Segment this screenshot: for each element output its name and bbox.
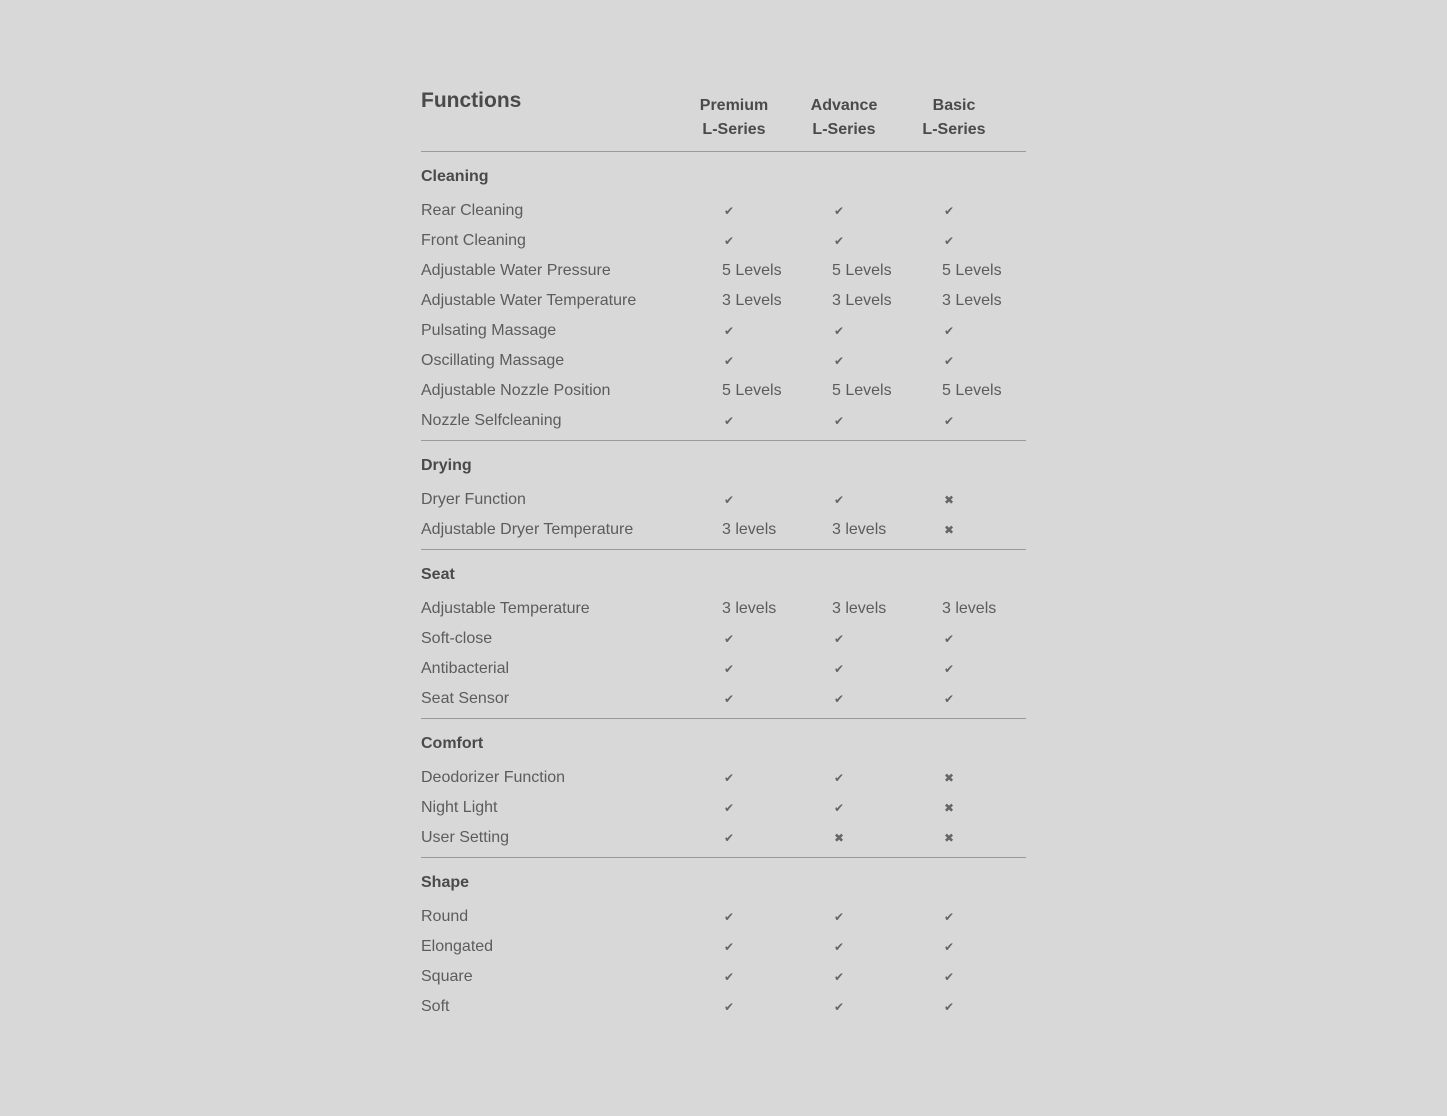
section-shape	[421, 858, 1026, 1026]
cell-check	[942, 624, 1042, 654]
table-row	[421, 346, 1026, 376]
row-label: Oscillating Massage	[421, 352, 565, 369]
check-icon: ✔	[943, 940, 955, 954]
cell-check	[832, 624, 932, 654]
cell-check	[942, 316, 1042, 346]
check-icon: ✔	[833, 970, 845, 984]
row-label: Adjustable Water Pressure	[421, 262, 611, 279]
cross-icon: ✖	[943, 523, 955, 537]
cell-value: 3 levels	[942, 600, 997, 617]
row-label: Rear Cleaning	[421, 202, 524, 219]
cell-check	[832, 684, 932, 714]
cell-value: 5 Levels	[832, 262, 892, 279]
cell-check	[832, 485, 932, 515]
row-label: Soft-close	[421, 630, 493, 647]
cell-check	[722, 226, 822, 256]
row-label: Square	[421, 968, 473, 985]
section-title: Comfort	[421, 735, 484, 752]
cell-check	[722, 962, 822, 992]
check-icon: ✔	[833, 801, 845, 815]
cell-check	[832, 316, 932, 346]
table-row	[421, 763, 1026, 793]
table-row	[421, 793, 1026, 823]
cell-value: 3 levels	[832, 600, 887, 617]
check-icon: ✔	[833, 1000, 845, 1014]
row-label: Adjustable Dryer Temperature	[421, 521, 634, 538]
check-icon: ✔	[723, 970, 735, 984]
cross-icon: ✖	[943, 831, 955, 845]
cell-value: 3 Levels	[722, 292, 782, 309]
check-icon: ✔	[943, 324, 955, 338]
column-header-line1: Basic	[932, 97, 976, 114]
column-header-advance	[789, 94, 899, 142]
cell-check	[832, 763, 932, 793]
check-icon: ✔	[833, 632, 845, 646]
check-icon: ✔	[833, 692, 845, 706]
row-label: Soft	[421, 998, 450, 1015]
cell-check	[832, 902, 932, 932]
check-icon: ✔	[723, 771, 735, 785]
cell-cross	[832, 823, 932, 853]
cell-check	[942, 962, 1042, 992]
table-row	[421, 684, 1026, 714]
table-row	[421, 316, 1026, 346]
table-row	[421, 406, 1026, 436]
cell-check	[722, 902, 822, 932]
check-icon: ✔	[943, 632, 955, 646]
cell-value: 5 Levels	[942, 262, 1002, 279]
cell-check	[722, 346, 822, 376]
check-icon: ✔	[943, 662, 955, 676]
cell-check	[942, 406, 1042, 436]
row-label: Antibacterial	[421, 660, 510, 677]
row-label: Seat Sensor	[421, 690, 510, 707]
check-icon: ✔	[943, 204, 955, 218]
section-cleaning	[421, 152, 1026, 441]
check-icon: ✔	[723, 801, 735, 815]
check-icon: ✔	[833, 493, 845, 507]
table-row	[421, 992, 1026, 1022]
column-header-line2: L-Series	[922, 121, 986, 138]
row-label: Adjustable Temperature	[421, 600, 590, 617]
cell-cross	[942, 515, 1042, 545]
check-icon: ✔	[723, 831, 735, 845]
row-label: User Setting	[421, 829, 510, 846]
cell-cross	[942, 763, 1042, 793]
cell-check	[832, 196, 932, 226]
cell-check	[722, 684, 822, 714]
cell-check	[722, 763, 822, 793]
check-icon: ✔	[943, 354, 955, 368]
check-icon: ✔	[833, 324, 845, 338]
table-row	[421, 226, 1026, 256]
check-icon: ✔	[723, 692, 735, 706]
cell-check	[832, 654, 932, 684]
check-icon: ✔	[833, 414, 845, 428]
check-icon: ✔	[833, 204, 845, 218]
cell-check	[942, 654, 1042, 684]
section-seat	[421, 550, 1026, 719]
cell-check	[722, 793, 822, 823]
table-row	[421, 962, 1026, 992]
section-title: Seat	[421, 566, 455, 583]
row-label: Round	[421, 908, 469, 925]
cell-check	[832, 406, 932, 436]
check-icon: ✔	[833, 354, 845, 368]
cell-value: 3 Levels	[832, 292, 892, 309]
check-icon: ✔	[723, 493, 735, 507]
cross-icon: ✖	[943, 493, 955, 507]
table-row	[421, 624, 1026, 654]
check-icon: ✔	[833, 662, 845, 676]
check-icon: ✔	[943, 910, 955, 924]
table-row	[421, 256, 1026, 286]
row-label: Nozzle Selfcleaning	[421, 412, 562, 429]
check-icon: ✔	[723, 940, 735, 954]
row-label: Elongated	[421, 938, 494, 955]
check-icon: ✔	[723, 910, 735, 924]
cell-check	[722, 624, 822, 654]
row-label: Night Light	[421, 799, 498, 816]
cell-check	[942, 684, 1042, 714]
row-label: Pulsating Massage	[421, 322, 557, 339]
table-row	[421, 823, 1026, 853]
cell-check	[942, 902, 1042, 932]
column-header-premium	[679, 94, 789, 142]
column-header-basic	[899, 94, 1009, 142]
check-icon: ✔	[723, 1000, 735, 1014]
table-row	[421, 515, 1026, 545]
cell-value: 3 levels	[722, 600, 777, 617]
cell-check	[722, 485, 822, 515]
column-header-line1: Advance	[810, 97, 878, 114]
cell-check	[832, 346, 932, 376]
table-header	[421, 88, 1026, 152]
check-icon: ✔	[943, 1000, 955, 1014]
check-icon: ✔	[723, 234, 735, 248]
section-comfort	[421, 719, 1026, 858]
section-title: Drying	[421, 457, 472, 474]
table-body	[421, 152, 1026, 1026]
cell-value: 3 levels	[722, 521, 777, 538]
cell-check	[722, 932, 822, 962]
table-title: Functions	[421, 89, 522, 112]
check-icon: ✔	[943, 692, 955, 706]
check-icon: ✔	[723, 662, 735, 676]
cell-check	[832, 932, 932, 962]
cross-icon: ✖	[943, 771, 955, 785]
cell-value: 3 levels	[832, 521, 887, 538]
check-icon: ✔	[943, 234, 955, 248]
table-row	[421, 286, 1026, 316]
cell-value: 5 Levels	[722, 262, 782, 279]
cell-value: 5 Levels	[722, 382, 782, 399]
table-row	[421, 376, 1026, 406]
cell-cross	[942, 485, 1042, 515]
cell-value: 5 Levels	[832, 382, 892, 399]
cell-check	[942, 226, 1042, 256]
row-label: Adjustable Water Temperature	[421, 292, 637, 309]
cell-value: 3 Levels	[942, 292, 1002, 309]
row-label: Deodorizer Function	[421, 769, 566, 786]
section-title: Shape	[421, 874, 470, 891]
row-label: Front Cleaning	[421, 232, 526, 249]
cell-check	[722, 823, 822, 853]
cell-check	[942, 992, 1042, 1022]
cross-icon: ✖	[833, 831, 845, 845]
cell-check	[832, 962, 932, 992]
check-icon: ✔	[723, 324, 735, 338]
cell-check	[722, 992, 822, 1022]
cross-icon: ✖	[943, 801, 955, 815]
column-header-line2: L-Series	[812, 121, 876, 138]
check-icon: ✔	[723, 632, 735, 646]
table-row	[421, 485, 1026, 515]
table-row	[421, 932, 1026, 962]
check-icon: ✔	[723, 414, 735, 428]
comparison-table	[421, 88, 1026, 1026]
cell-value: 5 Levels	[942, 382, 1002, 399]
table-row	[421, 594, 1026, 624]
check-icon: ✔	[833, 910, 845, 924]
cell-check	[832, 992, 932, 1022]
row-label: Adjustable Nozzle Position	[421, 382, 611, 399]
cell-check	[722, 316, 822, 346]
section-drying	[421, 441, 1026, 550]
cell-check	[722, 196, 822, 226]
cell-check	[942, 346, 1042, 376]
check-icon: ✔	[943, 970, 955, 984]
check-icon: ✔	[833, 234, 845, 248]
cell-cross	[942, 793, 1042, 823]
section-title: Cleaning	[421, 168, 489, 185]
table-row	[421, 654, 1026, 684]
row-label: Dryer Function	[421, 491, 526, 508]
cell-check	[832, 226, 932, 256]
cell-check	[942, 196, 1042, 226]
cell-check	[832, 793, 932, 823]
check-icon: ✔	[833, 771, 845, 785]
check-icon: ✔	[723, 204, 735, 218]
check-icon: ✔	[833, 940, 845, 954]
cell-check	[722, 406, 822, 436]
cell-check	[722, 654, 822, 684]
cell-cross	[942, 823, 1042, 853]
check-icon: ✔	[723, 354, 735, 368]
column-header-line2: L-Series	[702, 121, 766, 138]
table-row	[421, 196, 1026, 226]
check-icon: ✔	[943, 414, 955, 428]
column-header-line1: Premium	[699, 97, 769, 114]
cell-check	[942, 932, 1042, 962]
table-row	[421, 902, 1026, 932]
